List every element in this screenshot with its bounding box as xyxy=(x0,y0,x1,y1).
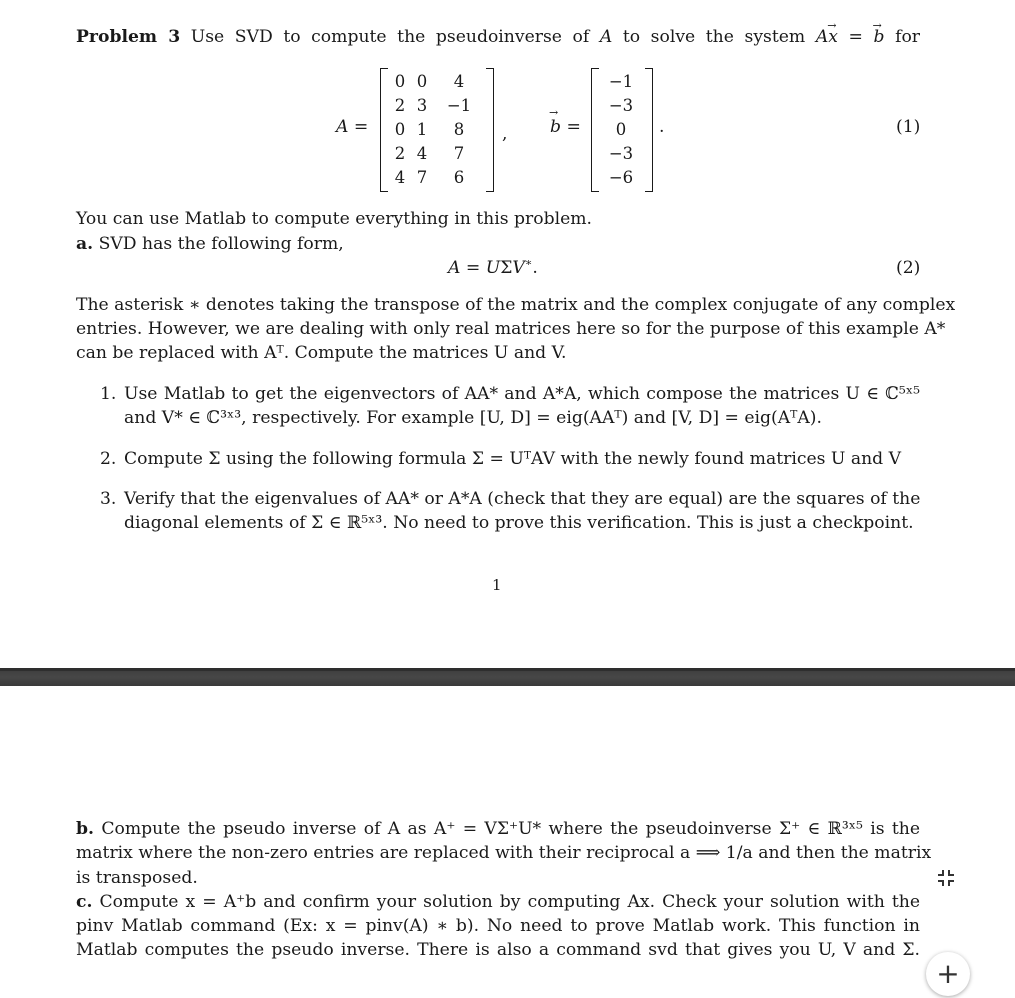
matrix-A-cell: 1 xyxy=(416,119,428,139)
matrix-A-row xyxy=(390,117,484,141)
matrix-A-cell: 4 xyxy=(394,167,406,187)
matrix-a-label: A = xyxy=(336,117,369,137)
matrix-A-cell: 4 xyxy=(416,143,428,163)
matrix-A-row xyxy=(390,141,484,165)
part-a-label: a. xyxy=(76,234,94,254)
part-c-line-2: pinv Matlab command (Ex: x = pinv(A) ∗ b). No need to prove Matlab work. This function in xyxy=(76,916,920,936)
vector-b-cell: 0 xyxy=(615,119,627,139)
asterisk-line-3: can be replaced with Aᵀ. Compute the matrices U and V. xyxy=(76,343,567,363)
part-a-intro xyxy=(76,233,344,255)
eq2-label: (2) xyxy=(896,258,921,278)
page-number: 1 xyxy=(492,576,502,594)
problem-label: Problem 3 xyxy=(76,27,181,47)
vector-b xyxy=(591,68,653,190)
item-1-line-1: Use Matlab to get the eigenvectors of AA* and A*A, which compose the matrices U ∈ ℂ⁵ˣ⁵ xyxy=(124,384,920,404)
collapse-icon xyxy=(937,869,955,887)
part-b-line-3: is transposed. xyxy=(76,868,198,888)
matrix-A-cell: 2 xyxy=(394,95,406,115)
matrix-A-cell: 0 xyxy=(416,71,428,91)
plus-icon: + xyxy=(936,957,960,990)
vector-b-cell: −6 xyxy=(608,167,634,187)
matrix-A-cell: 0 xyxy=(394,119,406,139)
matrix-A-row xyxy=(390,69,484,93)
item-3-line-1: Verify that the eigenvalues of AA* or A*A (check that they are equal) are the squares of the xyxy=(124,489,921,509)
asterisk-line-1: The asterisk ∗ denotes taking the transpose of the matrix and the complex conjugate of any complex xyxy=(76,295,956,315)
document-page-1: Problem 3 Use SVD to compute the pseudoinverse of A to solve the system A→ x = → b for A = 0 0 4 2 3 −1 0 1 8 2 4 7 4 7 6 , → b = −1 −3 0 −3 −6 . (1) You can use Matlab to compute everything in this problem. a. SVD has the following form, A = UΣV∗. (2) The asterisk ∗ denotes taking the transpose of the matrix and the complex conjugate of any complex entries. However, we are dealing with only real matrices here so for the purpose of this example A* can be replaced with Aᵀ. Compute the matrices U and V. 1. Use Matlab to get the eigenvectors of AA* and A*A, which compose the matrices U ∈ ℂ⁵ˣ⁵ and V* ∈ ℂ³ˣ³, respectively. For example [U, D] = eig(AAᵀ) and [V, D] = eig(AᵀA). 2. Compute Σ using the following formula Σ = UᵀAV with the newly found matrices U and V 3. Verify that the eigenvalues of AA* or A*A (check that they are equal) are the squares of the diagonal elements of Σ ∈ ℝ⁵ˣ³. No need to prove this verification. This is just a checkpoint. 1 xyxy=(0,0,1015,668)
problem-heading: Problem 3 Use SVD to compute the pseudoinverse of A to solve the system A→ x = → b for xyxy=(76,26,920,48)
matrix-A-cell: −1 xyxy=(446,95,472,115)
zoom-in-button[interactable] xyxy=(926,952,970,996)
matrix-A-cell: 8 xyxy=(453,119,465,139)
item-2-line-1: Compute Σ using the following formula Σ = UᵀAV with the newly found matrices U and V xyxy=(124,449,902,469)
vector-b-cell: −3 xyxy=(608,95,634,115)
part-b-line-2: matrix where the non-zero entries are replaced with their reciprocal a ⟹ 1/a and then the matrix xyxy=(76,843,932,863)
page-divider xyxy=(0,668,1015,686)
part-b-line-1: b. Compute the pseudo inverse of A as A⁺ = VΣ⁺U* where the pseudoinverse Σ⁺ ∈ ℝ³ˣ⁵ is the xyxy=(76,819,921,839)
part-b-label: b. xyxy=(76,819,95,839)
fit-page-button[interactable] xyxy=(926,858,966,898)
part-a-text: SVD has the following form, xyxy=(98,234,344,254)
asterisk-line-2: entries. However, we are dealing with only real matrices here so for the purpose of this example A* xyxy=(76,319,946,339)
item-2-number: 2. xyxy=(100,449,117,469)
vector-b-table xyxy=(599,69,643,189)
document-page-2 xyxy=(0,686,1015,998)
matrix-A-row xyxy=(390,165,484,189)
part-c-line-1: c. Compute x = A⁺b and confirm your solution by computing Ax. Check your solution with the xyxy=(76,892,921,912)
item-1-line-2: and V* ∈ ℂ³ˣ³, respectively. For example [U, D] = eig(AAᵀ) and [V, D] = eig(AᵀA). xyxy=(124,408,822,428)
item-3-number: 3. xyxy=(100,489,117,509)
matrix-A-cell: 6 xyxy=(453,167,465,187)
matrix-A-cell: 7 xyxy=(453,143,465,163)
vector-b-cell: −3 xyxy=(608,143,634,163)
matrix-A-cell: 7 xyxy=(416,167,428,187)
vector-b-cell: −1 xyxy=(608,71,634,91)
vector-b-label: → b = xyxy=(550,117,581,137)
svd-formula: A = UΣV∗. xyxy=(448,256,538,278)
matrix-A-row xyxy=(390,93,484,117)
part-c-label: c. xyxy=(76,892,93,912)
item-1-number: 1. xyxy=(100,384,117,404)
matrix-A-cell: 2 xyxy=(394,143,406,163)
eq1-label: (1) xyxy=(896,117,921,137)
item-3-line-2: diagonal elements of Σ ∈ ℝ⁵ˣ³. No need to prove this verification. This is just a checkpoint. xyxy=(124,513,914,533)
matrix-A xyxy=(380,68,494,190)
matlab-note: You can use Matlab to compute everything in this problem. xyxy=(76,209,593,229)
matrix-A-cell: 0 xyxy=(394,71,406,91)
matrix-A-cell: 3 xyxy=(416,95,428,115)
matrix-A-table xyxy=(390,69,484,189)
part-c-line-3: Matlab computes the pseudo inverse. There is also a command svd that gives you U, V and Σ. xyxy=(76,940,920,960)
matrix-A-cell: 4 xyxy=(453,71,465,91)
